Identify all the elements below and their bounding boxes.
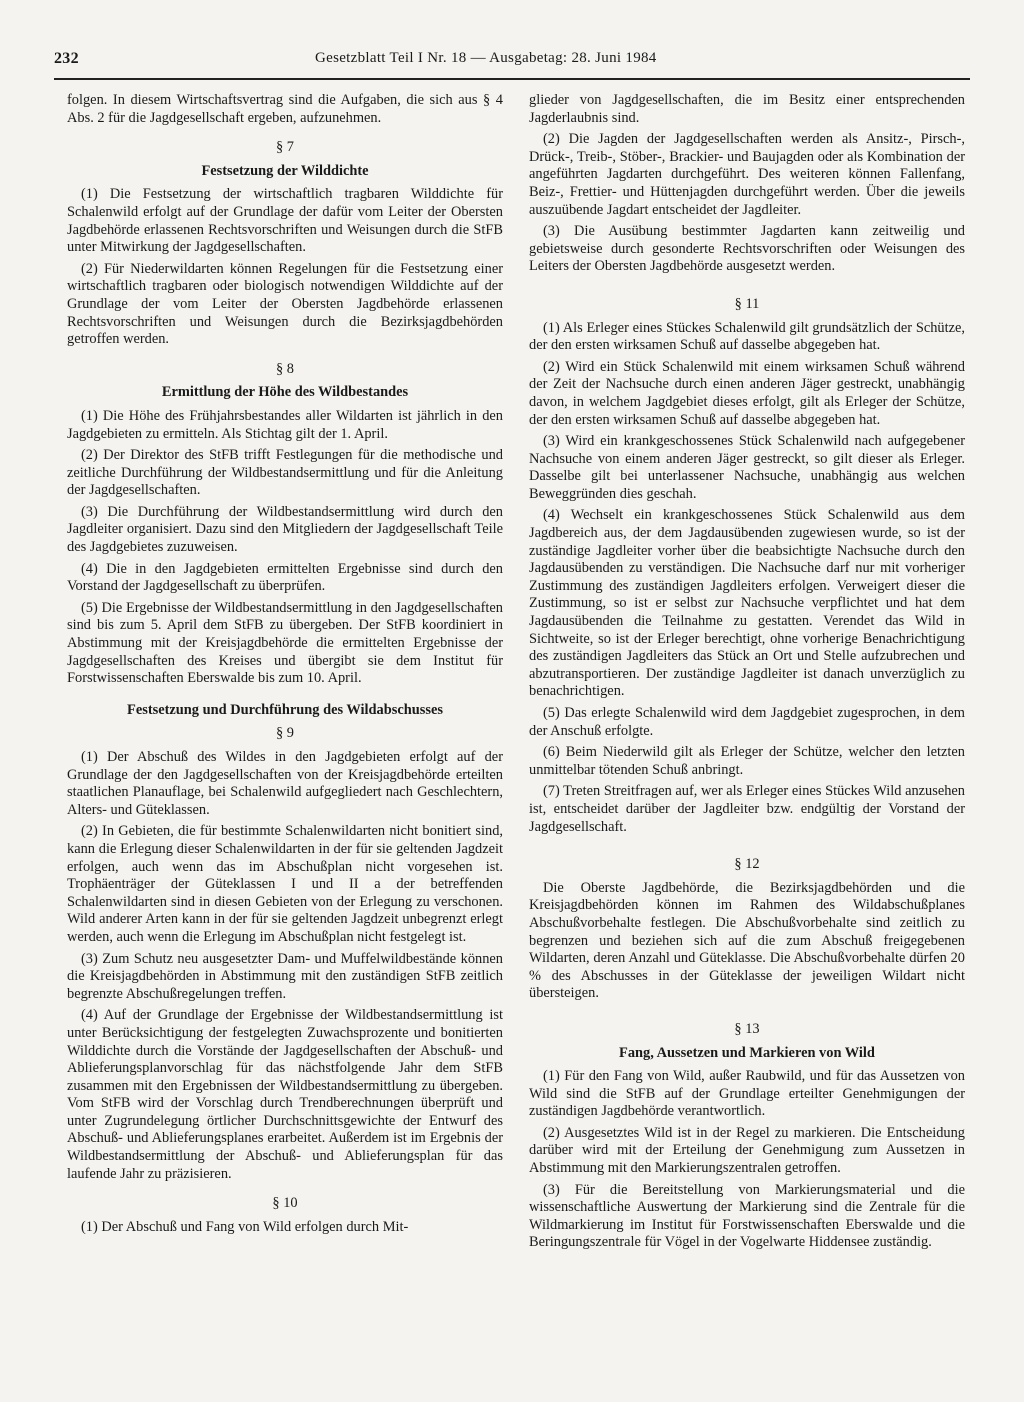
paragraph: (2) In Gebieten, die für bestimmte Schalenwildarten nicht bonitiert sind, kann die Erlegung dieser Schalenwildarten in der für sie geltenden Jagdzeit erfolgen, auch wenn das im Abschußplan nicht vorgesehen ist. Trophäenträger der Güteklassen I und II a der betreffenden Schalenwildarten sind in diesen Gebieten von der Erlegung zu verschonen. Wild anderer Arten kann in der für sie geltenden Jagdzeit unbegrenzt erlegt werden, auch wenn die Erlegung im Abschußplan nicht festgelegt ist.	[67, 823, 503, 945]
section-heading-13: Fang, Aussetzen und Markieren von Wild	[619, 1044, 875, 1061]
section-number-11: § 11	[734, 295, 760, 312]
section-number-8: § 8	[276, 360, 294, 377]
paragraph: (1) Als Erleger eines Stückes Schalenwild gilt grundsätzlich der Schütze, der den ersten wirksamen Schuß auf dasselbe abgegeben hat.	[529, 319, 965, 354]
paragraph: (3) Die Ausübung bestimmter Jagdarten kann zeitweilig und gebietsweise durch gesonderte Rechtsvorschriften oder Weisungen des Leiters der Obersten Jagdbehörde ausgesetzt werden.	[529, 223, 965, 275]
section-number-13: § 13	[734, 1020, 760, 1037]
paragraph: (3) Für die Bereitstellung von Markierungsmaterial und die wissenschaftliche Auswertung der Markierung sind die Zentrale für die Wildmarkierung im Institut für Forstwissenschaften Eberswalde und die Beringungszentrale für Vögel in der Vogelwarte Hiddensee zuständig.	[529, 1181, 965, 1251]
paragraph: (2) Der Direktor des StFB trifft Festlegungen für die methodische und zeitliche Durchführung der Wildbestandsermittlung und für die Anleitung der Jagdgesellschaften.	[67, 447, 503, 499]
paragraph: (5) Die Ergebnisse der Wildbestandsermittlung in den Jagdgesellschaften sind bis zum 5. April dem StFB zu übergeben. Der StFB koordiniert in Abstimmung mit der Kreisjagdbehörde die ermittelten Ergebnisse der Jagdgesellschaften des Kreises und übergibt sie dem Institut für Forstwissenschaften Eberswalde bis zum 10. April.	[67, 599, 503, 687]
section-number-10: § 10	[272, 1195, 298, 1212]
paragraph: glieder von Jagdgesellschaften, die im Besitz einer entsprechenden Jagderlaubnis sind.	[529, 92, 965, 126]
section-heading-9: Festsetzung und Durchführung des Wildabschusses	[127, 701, 443, 718]
page-number: 232	[54, 50, 79, 67]
paragraph: (1) Die Höhe des Frühjahrsbestandes aller Wildarten ist jährlich in den Jagdgebieten zu ermitteln. Als Stichtag gilt der 1. April.	[67, 407, 503, 442]
paragraph: (1) Für den Fang von Wild, außer Raubwild, und für das Aussetzen von Wild sind die StFB auf der Grundlage erteilter Genehmigungen der zuständigen Jagdbehörde verantwortlich.	[529, 1068, 965, 1120]
paragraph: (1) Der Abschuß des Wildes in den Jagdgebieten erfolgt auf der Grundlage der den Jagdgesellschaften von der Kreisjagdbehörde erteilten staatlichen Planauflage, bei Schalenwild aufgegliedert nach Geschlechtern, Alters- und Güteklassen.	[67, 749, 503, 818]
section-number-7: § 7	[276, 139, 294, 156]
paragraph: (4) Auf der Grundlage der Ergebnisse der Wildbestandsermittlung ist unter Berücksichtigung der festgelegten Zuwachsprozente und bonitierten Wilddichte durch die Vorstände der Jagdgesellschaften der Abschuß- und Ablieferungsplanvorschlag für das nächstfolgende Jahr dem StFB zusammen mit den Ergebnissen der Wildbestandsermittlung zu übergeben. Vom StFB wird der Vorschlag durch Trendberechnungen überprüft und unter Zugrundelegung örtlicher Durchschnittsgewichte der Entwurf des Abschuß- und Ablieferungsplanes erarbeitet. Außerdem ist im Ergebnis der Wildbestandsermittlung der Abschuß- und Ablieferungsplan für das laufende Jahr zu präzisieren.	[67, 1007, 503, 1182]
section-number-9: § 9	[276, 725, 294, 742]
paragraph: (5) Das erlegte Schalenwild wird dem Jagdgebiet zugesprochen, in dem der Anschuß erfolgte.	[529, 705, 965, 739]
header-rule	[54, 78, 970, 80]
page-header	[54, 50, 774, 72]
paragraph: (2) Für Niederwildarten können Regelungen für die Festsetzung einer wirtschaftlich tragbaren oder biologisch notwendigen Wilddichte auf der Grundlage der vom Leiter der Obersten Jagdbehörde erlassenen Rechtsvorschriften und Weisungen durch die Bezirksjagdbehörden getroffen werden.	[67, 260, 503, 348]
paragraph: Die Oberste Jagdbehörde, die Bezirksjagdbehörden und die Kreisjagdbehörden können im Rahmen des Wildabschußplanes Abschußvorbehalte festlegen. Die Abschußvorbehalte sind zeitlich zu begrenzen und beziehen sich auf die zum Abschuß freigegebenen Wildarten, deren Anzahl und Güteklasse. Die Abschußvorbehalte dürfen 20 % des Abschusses in der Güteklasse der jeweiligen Wildart nicht übersteigen.	[529, 879, 965, 1002]
paragraph: (4) Die in den Jagdgebieten ermittelten Ergebnisse sind durch den Vorstand der Jagdgesellschaft zu überprüfen.	[67, 560, 503, 595]
paragraph: (1) Der Abschuß und Fang von Wild erfolgen durch Mit-	[81, 1218, 409, 1235]
paragraph: (3) Die Durchführung der Wildbestandsermittlung wird durch den Jagdleiter organisiert. Dazu sind den Mitgliedern der Jagdgesellschaft Teile des Jagdgebietes zuzuweisen.	[67, 503, 503, 556]
paragraph: (3) Zum Schutz neu ausgesetzter Dam- und Muffelwildbestände können die Kreisjagdbehörden in Abstimmung mit den zuständigen StFB zeitlich begrenzte Abschußregelungen treffen.	[67, 950, 503, 1002]
paragraph: (2) Wird ein Stück Schalenwild mit einem wirksamen Schuß während der Zeit der Nachsuche durch einen anderen Jäger gestreckt, unabhängig davon, in welchem Jagdgebiet dieses erfolgt, gilt als Erleger der Schütze, der den ersten wirksamen Schuß auf dasselbe abgegeben hat.	[529, 358, 965, 428]
paragraph: (2) Ausgesetztes Wild ist in der Regel zu markieren. Die Entscheidung darüber wird mit der Erteilung der Genehmigung zum Aussetzen in Abstimmung mit den Markierungszentralen getroffen.	[529, 1124, 965, 1177]
paragraph: (3) Wird ein krankgeschossenes Stück Schalenwild nach aufgegebener Nachsuche von einem anderen Jäger gestreckt, so gilt dieser als Erleger. Dasselbe gilt bei unterlassener Nachsuche, unabhängig aus welchen Beweggründen dies geschah.	[529, 433, 965, 502]
paragraph: (2) Die Jagden der Jagdgesellschaften werden als Ansitz-, Pirsch-, Drück-, Treib-, Stöber-, Brackier- und Baujagden oder als Kombination der angeführten Jagdarten durchgeführt. Des weiteren können Fallenfang, Beiz-, Frettier- und Hüttenjagden durchgeführt werden. Über die jeweils auszuübende Jagdart entscheidet der Jagdleiter.	[529, 131, 965, 218]
issue-line: Gesetzblatt Teil I Nr. 18 — Ausgabetag: 28. Juni 1984	[315, 50, 657, 66]
section-number-12: § 12	[734, 856, 760, 873]
left-column	[67, 92, 503, 1240]
section-heading-7: Festsetzung der Wilddichte	[201, 162, 369, 179]
paragraph: (1) Die Festsetzung der wirtschaftlich tragbaren Wilddichte für Schalenwild erfolgt auf der Grundlage der dafür vom Leiter der Obersten Jagdbehörde erlassenen Rechtsvorschriften und Weisungen durch die StFB unter Mitwirkung der Jagdgesellschaften.	[67, 186, 503, 256]
right-column	[529, 92, 965, 1256]
paragraph: folgen. In diesem Wirtschaftsvertrag sind die Aufgaben, die sich aus § 4 Abs. 2 für die Jagdgesellschaft ergeben, aufzunehmen.	[67, 92, 503, 126]
paragraph: (7) Treten Streitfragen auf, wer als Erleger eines Stückes Wild anzusehen ist, entscheidet darüber der Jagdleiter bzw. endgültig der Vorstand der Jagdgesellschaft.	[529, 783, 965, 835]
paragraph: (4) Wechselt ein krankgeschossenes Stück Schalenwild aus dem Jagdbereich aus, der dem Jagdausübenden zugewiesen wurde, so ist der zuständige Jagdleiter vorher über die beabsichtigte Nachsuche durch den Jagdausübenden zu verständigen. Die Nachsuche darf nur mit vorheriger Zustimmung des zuständigen Jagdleiters erfolgen. Verweigert dieser die Zustimmung, so ist er selbst zur Nachsuche verpflichtet und hat dem Jagdausübenden die Teilnahme zu gestatten. Verendet das Wild in Sichtweite, so ist der Erleger berechtigt, ohne vorherige Benachrichtigung des zuständigen Jagdleiters das Stück an Ort und Stelle aufzubrechen und abzutransportieren. Der zuständige Jagdleiter ist danach unverzüglich zu benachrichtigen.	[529, 507, 965, 700]
paragraph: (6) Beim Niederwild gilt als Erleger der Schütze, welcher den letzten unmittelbar tötenden Schuß anbringt.	[529, 744, 965, 778]
section-heading-8: Ermittlung der Höhe des Wildbestandes	[161, 384, 409, 401]
